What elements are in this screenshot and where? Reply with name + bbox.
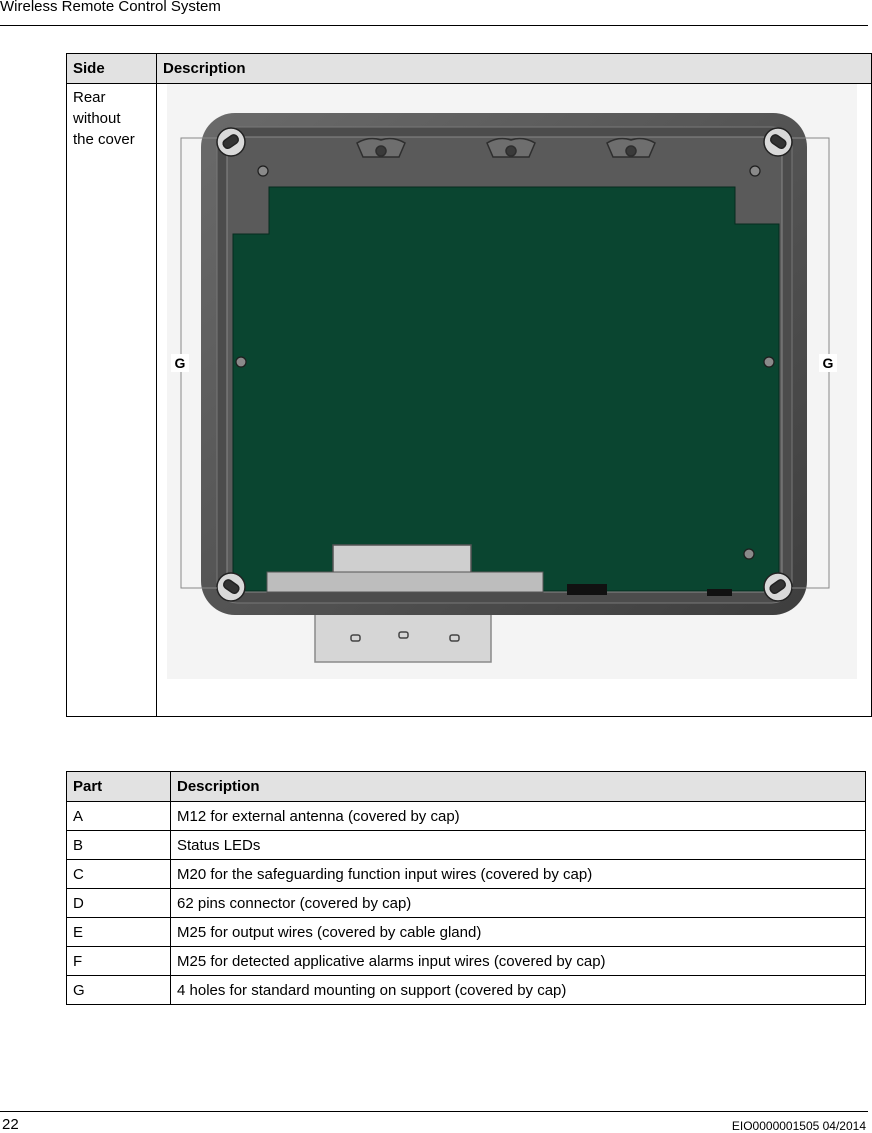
- part-column-header: Part: [67, 772, 171, 802]
- part-cell: F: [67, 947, 171, 976]
- table-row: [67, 947, 866, 976]
- enclosure-rear-figure: [157, 84, 871, 712]
- side-table-row: [67, 84, 872, 717]
- side-cell: [67, 84, 157, 717]
- part-description-cell: 62 pins connector (covered by cap): [171, 889, 866, 918]
- parts-table-header-row: [67, 772, 866, 802]
- table-row: [67, 889, 866, 918]
- table-row: [67, 918, 866, 947]
- part-description-cell: M25 for output wires (covered by cable gland): [171, 918, 866, 947]
- part-description-cell: Status LEDs: [171, 831, 866, 860]
- part-cell: B: [67, 831, 171, 860]
- pcb-board: [233, 187, 779, 591]
- table-row: [67, 976, 866, 1005]
- part-cell: D: [67, 889, 171, 918]
- table-row: [67, 831, 866, 860]
- label-g-right: G: [822, 355, 834, 371]
- figure-cell: [157, 84, 872, 717]
- running-header-title: Wireless Remote Control System: [0, 0, 221, 15]
- part-description-cell: 4 holes for standard mounting on support (covered by cap): [171, 976, 866, 1005]
- side-line: without: [73, 110, 121, 127]
- page-number: 22: [2, 1116, 19, 1133]
- part-cell: C: [67, 860, 171, 889]
- label-g-left: G: [174, 355, 186, 371]
- side-line: the cover: [73, 131, 135, 148]
- header-rule: [0, 25, 868, 26]
- part-cell: E: [67, 918, 171, 947]
- part-cell: G: [67, 976, 171, 1005]
- side-table-header-row: [67, 54, 872, 84]
- document-reference: EIO0000001505 04/2014: [731, 1119, 866, 1133]
- side-line: Rear: [73, 89, 106, 106]
- table-row: [67, 860, 866, 889]
- part-description-column-header: Description: [171, 772, 866, 802]
- side-column-header: Side: [67, 54, 157, 84]
- part-description-cell: M12 for external antenna (covered by cap): [171, 802, 866, 831]
- footer-rule: [0, 1111, 868, 1112]
- table-row: [67, 802, 866, 831]
- side-description-table: [66, 53, 872, 717]
- part-description-cell: M25 for detected applicative alarms input wires (covered by cap): [171, 947, 866, 976]
- part-cell: A: [67, 802, 171, 831]
- part-description-cell: M20 for the safeguarding function input wires (covered by cap): [171, 860, 866, 889]
- description-column-header: Description: [157, 54, 872, 84]
- parts-table: [66, 771, 866, 1005]
